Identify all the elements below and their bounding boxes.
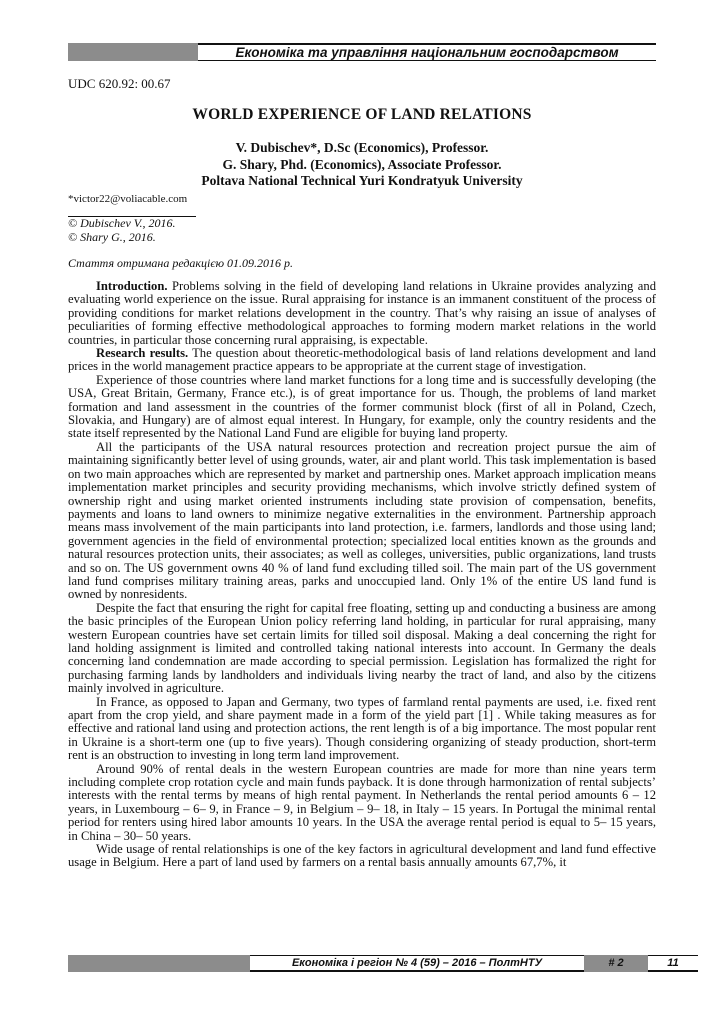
author-line-2: G. Shary, Phd. (Economics), Associate Professor. <box>222 156 502 172</box>
header-gray-block <box>68 43 198 61</box>
article-title: WORLD EXPERIENCE OF LAND RELATIONS <box>192 106 532 123</box>
paragraph-research-results <box>68 347 656 374</box>
copyright-block <box>68 217 176 244</box>
received-date: Стаття отримана редакцією 01.09.2016 р. <box>68 256 294 270</box>
copyright-line-1: © Dubischev V., 2016. <box>68 216 176 230</box>
running-header <box>68 42 656 62</box>
footer-journal: Економіка і регіон № 4 (59) – 2016 – ПолтНТУ <box>250 955 584 972</box>
paragraph-text: The question about theoretic-methodological basis of land relations development and land prices in the world management practice appears to be appropriate at the current stage of investigation. <box>68 346 656 374</box>
header-section-title: Економіка та управління національним господарством <box>198 43 656 61</box>
paragraph: Experience of those countries where land market functions for a long time and is successfully developing (the USA, Great Britain, Germany, France etc.), is of great importance for us. Though, the problems of land market formation and land assessment in the countries of the former communist block (first of all in Poland, Czech, Slovakia, and Hungary) are of almost equal interest. In Hungary, for example, only the country residents and the state itself represented by the National Land Fund are eligible for buying land property. <box>68 372 656 441</box>
udc-code: UDC 620.92: 00.67 <box>68 76 171 91</box>
paragraph: In France, as opposed to Japan and Germany, two types of farmland rental payments are used, i.e. fixed rent apart from the crop yield, and share payment made in a form of the yield part [1] . While taking measures as for effective and rational land using and protection actions, the rent length is of a big importance. The most popular rent in Ukraine is a short-term one (up to five years). Though considering organizing of steady production, short-term rent is an obstruction to investing in long term land improvement. <box>68 694 656 763</box>
running-footer <box>68 955 679 973</box>
article-body <box>68 280 656 870</box>
footer-issue: # 2 <box>584 955 648 972</box>
affiliation: Poltava National Technical Yuri Kondratyuk University <box>201 173 523 188</box>
introduction-heading: Introduction. <box>96 279 168 293</box>
paragraph: Despite the fact that ensuring the right for capital free floating, setting up and conducting a business are among the basic principles of the European Union policy referring land holding, in particular for rural appraising, many western European countries have set certain limits for tilled soil disposal. Making a deal concerning the right for land holding assignment is limited and controlled taking national interests into account. In Germany the deals concerning land condemnation are made according to special permission. Legislation has formalized the right for purchasing farming lands by landholders and individuals living nearby the tract of land, and also by the citizens mainly involved in agriculture. <box>68 600 656 696</box>
footer-gray-block <box>68 955 250 972</box>
paragraph: Wide usage of rental relationships is one of the key factors in agricultural development and land fund effective usage in Belgium. Here a part of land used by farmers on a rental basis annually amounts 67,7%, it <box>68 842 656 870</box>
paragraph: All the participants of the USA natural resources protection and recreation project pursue the aim of maintaining significantly better level of using grounds, water, air and plant world. This task implementation is based on two main approaches which are represented by market and partnership ones. Market approach implication means implementation market principles and security providing mechanisms, which involve strictly defined system of ownership right and using market oriented instruments including state provision of compensation, benefits, payments and loans to land owners to minimize negative externalities in the environment. Partnership approach means mass involvement of the main participants into land protection, i.e. farmers, landlords and those using land; government agencies in the field of environmental protection; specialized local entities known as the grounds and natural resources protection units, their associates; as well as colleges, universities, public organizations, land trusts and so on. The US government owns 40 % of land fund excluding tilled soil. The main part of the US government land fund comprises military training areas, parks and unoccupied land. Only 1% of the entire US land fund is owned by nonresidents. <box>68 439 656 602</box>
paragraph: Around 90% of rental deals in the western European countries are made for more than nine years term including complete crop rotation cycle and main funds payback. It is done through harmonization of rental subjects’ interests with the rental terms by means of high rental payment. In Netherlands the rental period amounts 6 – 12 years, in Luxembourg – 6– 9, in France – 9, in Belgium – 9– 18, in Italy – 15 years. In Portugal the minimal rental period for renters using hired labor amounts 10 years. In the USA the average rental period is equal to 5– 15 years, in China – 30– 50 years. <box>68 761 656 843</box>
research-results-heading: Research results. <box>96 346 189 361</box>
copyright-line-2: © Shary G., 2016. <box>68 229 156 244</box>
authors-block <box>68 140 656 190</box>
author-line-1: V. Dubischev*, D.Sc (Economics), Professor. <box>235 140 489 155</box>
paragraph-introduction <box>68 280 656 347</box>
page-number: 11 <box>648 955 698 972</box>
paragraph-text: Problems solving in the field of developing land relations in Ukraine provides analyzing and evaluating world experience on the issue. Rural appraising for instance is an immanent constituent of the process of providing conditions for market relations development in the country. That’s why raising an issue of analyses of peculiarities of forming effective methodological approaches to forming modern market relations in the world countries, in particular those concerning rural appraising, is expectable. <box>68 279 656 347</box>
author-email: *victor22@voliacable.com <box>68 193 188 205</box>
